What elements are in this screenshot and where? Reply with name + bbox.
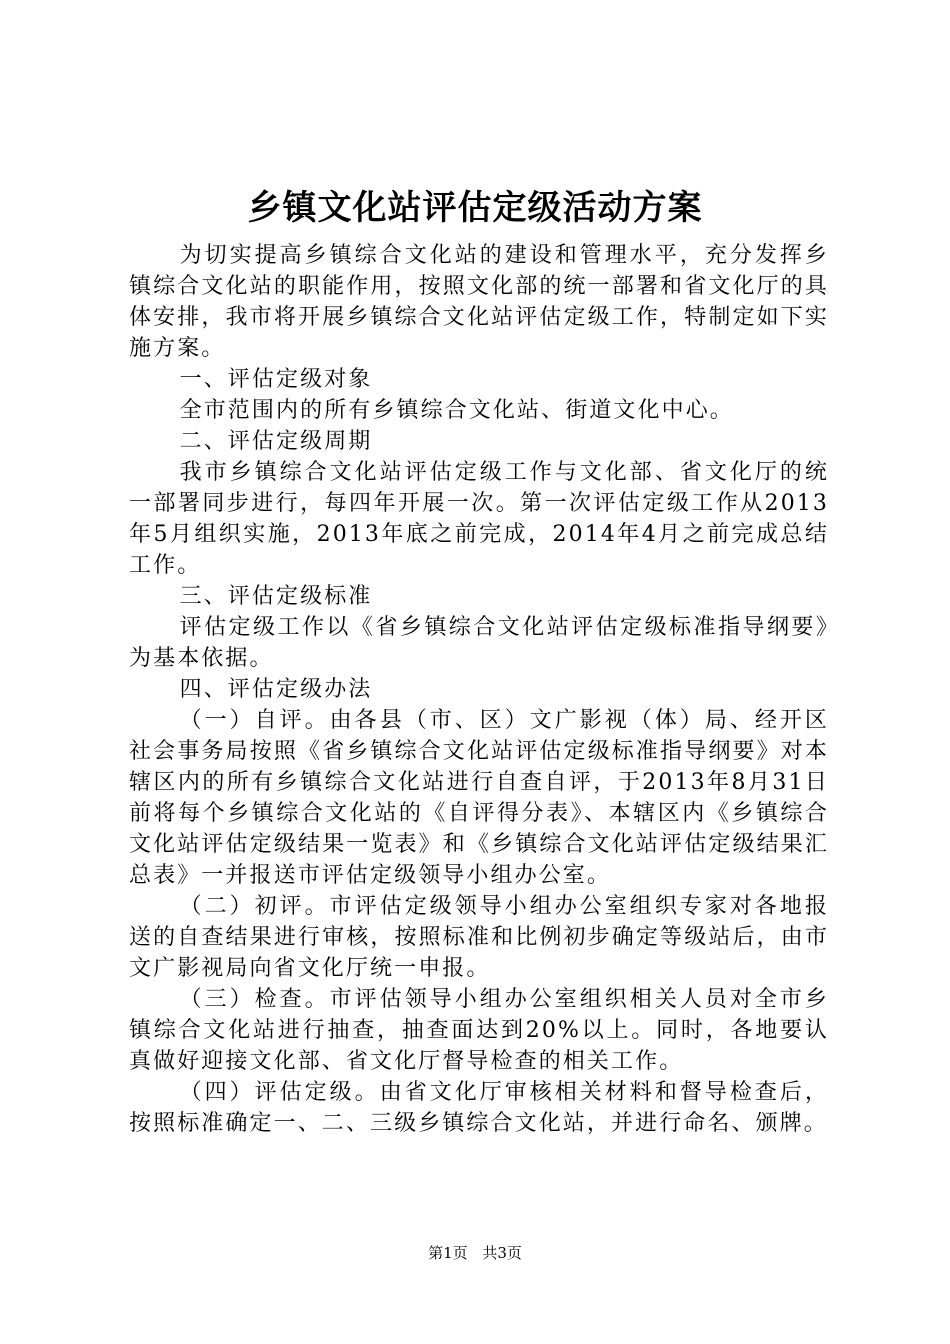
- section-1-paragraph: 全市范围内的所有乡镇综合文化站、街道文化中心。: [179, 398, 734, 423]
- page-footer: [0, 1243, 950, 1263]
- document-title: 乡镇文化站评估定级活动方案: [247, 188, 703, 228]
- section-heading-3: 三、评估定级标准: [179, 584, 373, 609]
- page-number: 第1页: [428, 1244, 468, 1262]
- page-total: 共3页: [482, 1244, 522, 1262]
- method-preliminary-paragraph: （二）初评。市评估定级领导小组办公室组织专家对各地报送的自查结果进行审核，按照标准和比例初步确定等级站后，由市文广影视局向省文化厅统一申报。: [129, 894, 829, 981]
- section-heading-2: 二、评估定级周期: [179, 429, 373, 454]
- intro-paragraph: 为切实提高乡镇综合文化站的建设和管理水平，充分发挥乡镇综合文化站的职能作用，按照文化部的统一部署和省文化厅的具体安排，我市将开展乡镇综合文化站评估定级工作，特制定如下实施方案。: [129, 243, 829, 361]
- method-self-evaluation-paragraph: （一）自评。由各县（市、区）文广影视（体）局、经开区社会事务局按照《省乡镇综合文化站评估定级标准指导纲要》对本辖区内的所有乡镇综合文化站进行自查自评，于2013年8月31日前将每个乡镇综合文化站的《自评得分表》、本辖区内《乡镇综合文化站评估定级结果一览表》和《乡镇综合文化站评估定级结果汇总表》一并报送市评估定级领导小组办公室。: [129, 708, 829, 888]
- method-inspection-paragraph: （三）检查。市评估领导小组办公室组织相关人员对全市乡镇综合文化站进行抽查，抽查面达到20%以上。同时，各地要认真做好迎接文化部、省文化厅督导检查的相关工作。: [129, 987, 829, 1074]
- section-2-paragraph: 我市乡镇综合文化站评估定级工作与文化部、省文化厅的统一部署同步进行，每四年开展一次。第一次评估定级工作从2013年5月组织实施，2013年底之前完成，2014年4月之前完成总结工作。: [129, 460, 829, 578]
- section-3-paragraph: 评估定级工作以《省乡镇综合文化站评估定级标准指导纲要》为基本依据。: [129, 615, 829, 671]
- document-body: [129, 240, 829, 1139]
- method-grading-paragraph: （四）评估定级。由省文化厅审核相关材料和督导检查后，按照标准确定一、二、三级乡镇综合文化站，并进行命名、颁牌。: [129, 1080, 829, 1136]
- section-heading-4: 四、评估定级办法: [179, 677, 373, 702]
- section-heading-1: 一、评估定级对象: [179, 367, 373, 392]
